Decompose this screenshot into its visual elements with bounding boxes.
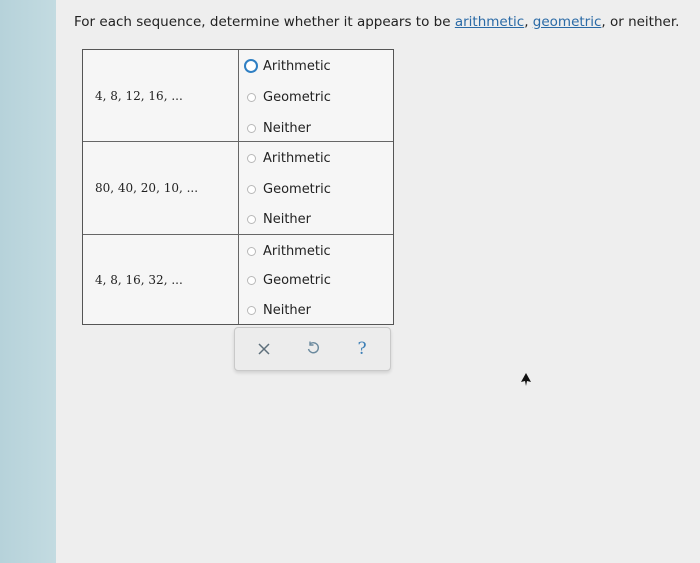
radio-button[interactable] (247, 185, 256, 194)
help-icon: ? (357, 339, 367, 359)
question-separator: , (524, 14, 533, 30)
radio-option-neither[interactable] (247, 300, 311, 320)
undo-icon (306, 340, 320, 359)
radio-option-arithmetic[interactable] (247, 148, 331, 168)
sequence-label: 80, 40, 20, 10, ... (95, 181, 199, 195)
radio-option-neither[interactable] (247, 209, 311, 229)
radio-option-arithmetic[interactable] (247, 56, 331, 76)
radio-option-geometric[interactable] (247, 87, 331, 107)
option-label: Arithmetic (263, 150, 331, 166)
option-label: Geometric (263, 89, 331, 105)
mouse-cursor-icon (520, 372, 532, 386)
radio-button[interactable] (247, 215, 256, 224)
answer-toolbar (234, 327, 391, 371)
radio-button[interactable] (247, 276, 256, 285)
radio-button[interactable] (247, 247, 256, 256)
table-row (83, 235, 393, 324)
option-label: Neither (263, 211, 312, 227)
question-prefix: For each sequence, determine whether it appears to be (74, 14, 455, 30)
question-panel (56, 0, 700, 563)
option-label: Neither (263, 120, 312, 136)
radio-button[interactable] (247, 124, 256, 133)
option-label: Arithmetic (263, 58, 331, 74)
option-label: Arithmetic (263, 243, 331, 259)
radio-button[interactable] (247, 154, 256, 163)
radio-option-neither[interactable] (247, 118, 311, 138)
left-margin-strip (0, 0, 56, 563)
radio-option-geometric[interactable] (247, 270, 331, 290)
sequence-label: 4, 8, 12, 16, ... (95, 88, 183, 103)
sequence-label: 4, 8, 16, 32, ... (95, 272, 183, 287)
radio-option-geometric[interactable] (247, 179, 331, 199)
question-text (74, 14, 694, 30)
option-label: Neither (263, 302, 312, 318)
radio-button[interactable] (247, 306, 256, 315)
option-label: Geometric (263, 181, 331, 197)
help-button[interactable] (351, 338, 373, 360)
radio-button[interactable] (244, 59, 258, 73)
geometric-link[interactable]: geometric (532, 14, 602, 30)
arithmetic-link[interactable]: arithmetic (454, 14, 525, 30)
answer-table (82, 49, 394, 325)
table-row (83, 50, 393, 142)
question-suffix: , or neither. (601, 14, 680, 30)
table-row (83, 142, 393, 235)
undo-button[interactable] (302, 338, 324, 360)
clear-button[interactable] (253, 338, 275, 360)
radio-option-arithmetic[interactable] (247, 241, 331, 261)
option-label: Geometric (263, 272, 331, 288)
radio-button[interactable] (247, 93, 256, 102)
close-icon (258, 340, 270, 359)
